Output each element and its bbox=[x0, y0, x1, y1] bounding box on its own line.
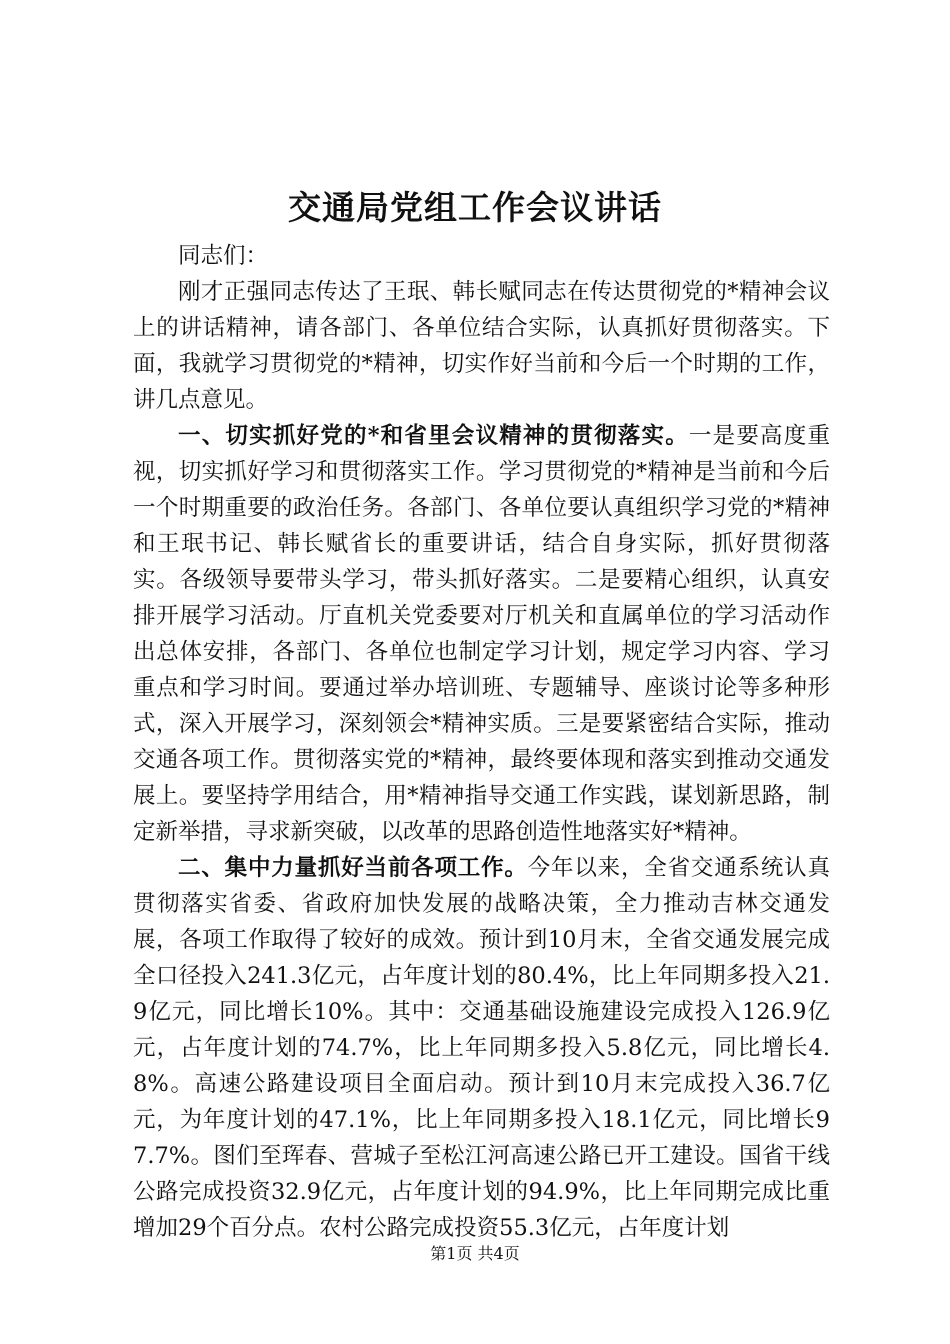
section-1-paragraph bbox=[133, 418, 830, 850]
section-1-heading: 一、切实抓好党的*和省里会议精神的贯彻落实。 bbox=[178, 423, 689, 449]
section-2-paragraph bbox=[133, 850, 830, 1246]
document-body bbox=[133, 238, 830, 1246]
section-2-heading: 二、集中力量抓好当前各项工作。 bbox=[178, 855, 528, 881]
page-number-footer: 第1页 共4页 bbox=[430, 1244, 520, 1263]
section-2-body: 今年以来，全省交通系统认真贯彻落实省委、省政府加快发展的战略决策，全力推动吉林交通发展，各项工作取得了较好的成效。预计到10月末，全省交通发展完成全口径投入241.3亿元，占年度计划的80.4%，比上年同期多投入21.9亿元，同比增长10%。其中：交通基础设施建设完成投入126.9亿元，占年度计划的74.7%，比上年同期多投入5.8亿元，同比增长4.8%。高速公路建设项目全面启动。预计到10月末完成投入36.7亿元，为年度计划的47.1%，比上年同期多投入18.1亿元，同比增长97.7%。图们至珲春、营城子至松江河高速公路已开工建设。国省干线公路完成投资32.9亿元，占年度计划的94.9%，比上年同期完成比重增加29个百分点。农村公路完成投资55.3亿元，占年度计划 bbox=[133, 855, 830, 1241]
section-1-body: 一是要高度重视，切实抓好学习和贯彻落实工作。学习贯彻党的*精神是当前和今后一个时期重要的政治任务。各部门、各单位要认真组织学习党的*精神和王珉书记、韩长赋省长的重要讲话，结合自身实际，抓好贯彻落实。各级领导要带头学习，带头抓好落实。二是要精心组织，认真安排开展学习活动。厅直机关党委要对厅机关和直属单位的学习活动作出总体安排，各部门、各单位也制定学习计划，规定学习内容、学习重点和学习时间。要通过举办培训班、专题辅导、座谈讨论等多种形式，深入开展学习，深刻领会*精神实质。三是要紧密结合实际，推动交通各项工作。贯彻落实党的*精神，最终要体现和落实到推动交通发展上。要坚持学用结合，用*精神指导交通工作实践，谋划新思路，制定新举措，寻求新突破，以改革的思路创造性地落实好*精神。 bbox=[133, 423, 830, 845]
salutation: 同志们： bbox=[178, 243, 269, 269]
document-title: 交通局党组工作会议讲话 bbox=[288, 188, 662, 227]
intro-paragraph: 刚才正强同志传达了王珉、韩长赋同志在传达贯彻党的*精神会议上的讲话精神，请各部门、各单位结合实际，认真抓好贯彻落实。下面，我就学习贯彻党的*精神，切实作好当前和今后一个时期的工作，讲几点意见。 bbox=[133, 279, 830, 413]
